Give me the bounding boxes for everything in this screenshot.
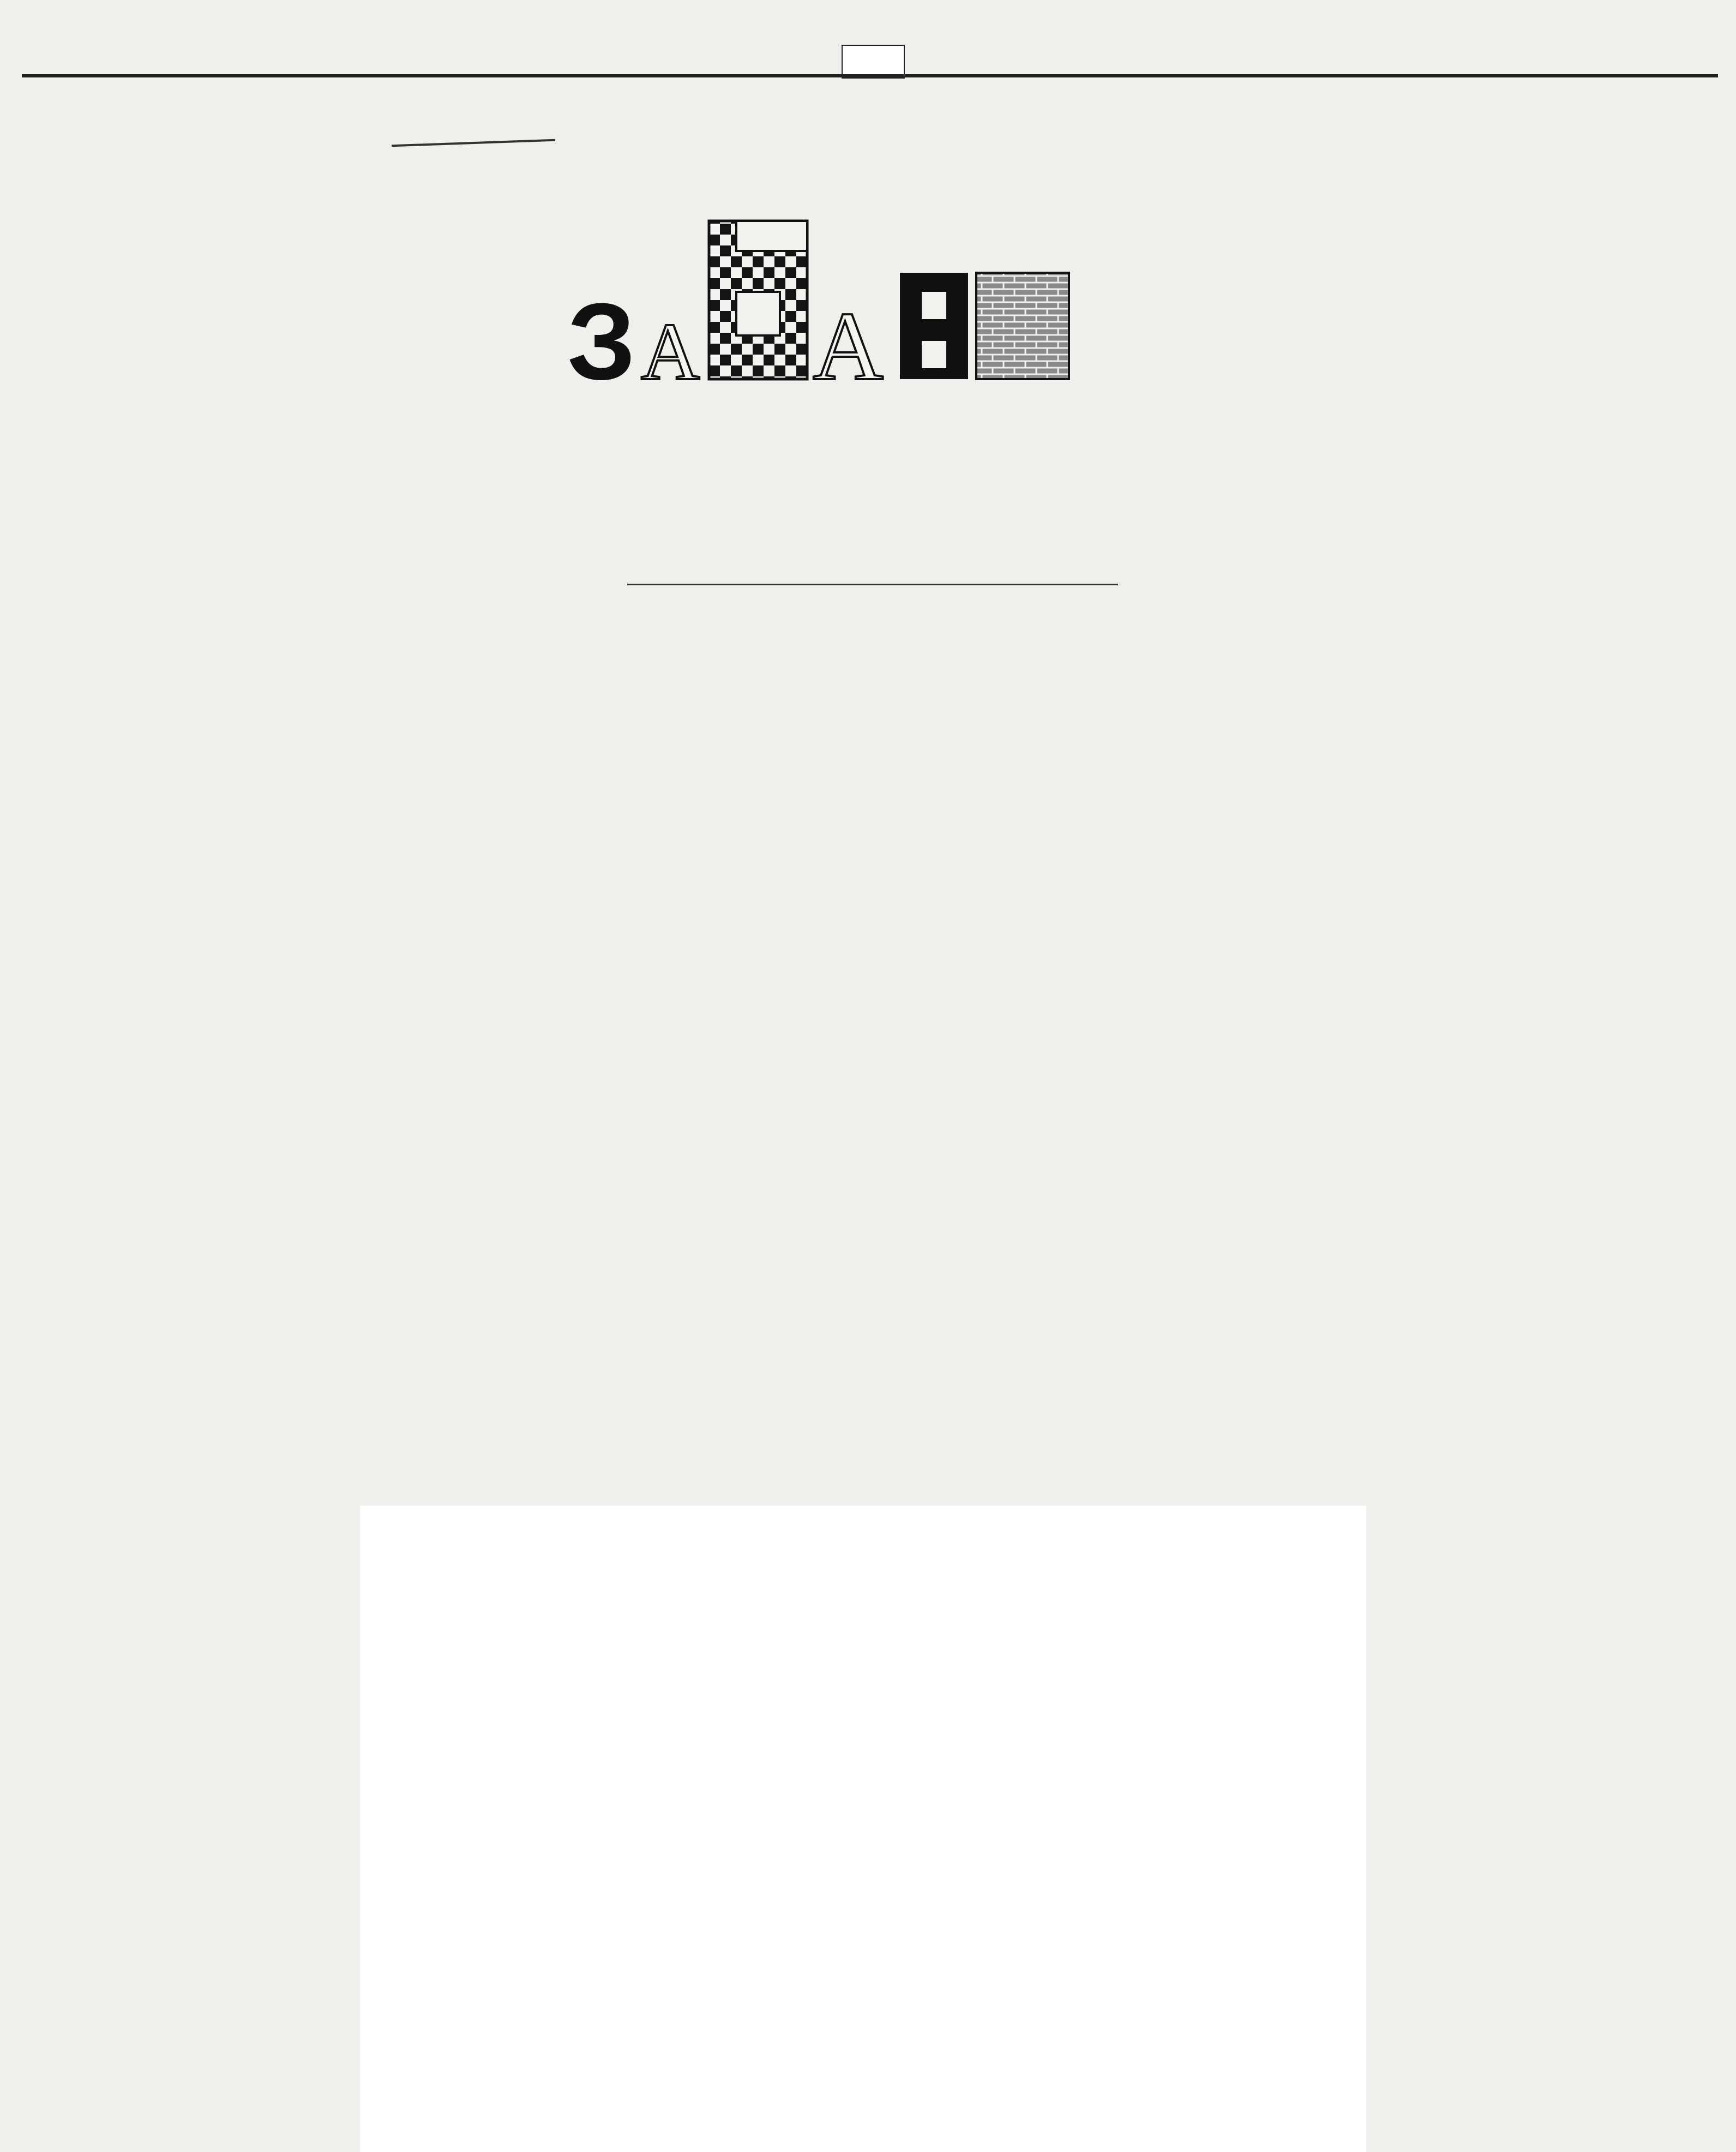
svg-text:А: А bbox=[813, 292, 884, 400]
title-word-2 bbox=[567, 221, 1069, 403]
masthead-rule bbox=[22, 74, 1718, 77]
title-graphic bbox=[360, 125, 1369, 442]
intro-underline bbox=[627, 584, 1118, 585]
masthead-logo bbox=[734, 20, 1017, 74]
logo-badge bbox=[842, 45, 905, 79]
svg-text:А: А bbox=[641, 307, 700, 397]
svg-text:З: З bbox=[567, 281, 636, 403]
blank-area bbox=[360, 1506, 1366, 2152]
